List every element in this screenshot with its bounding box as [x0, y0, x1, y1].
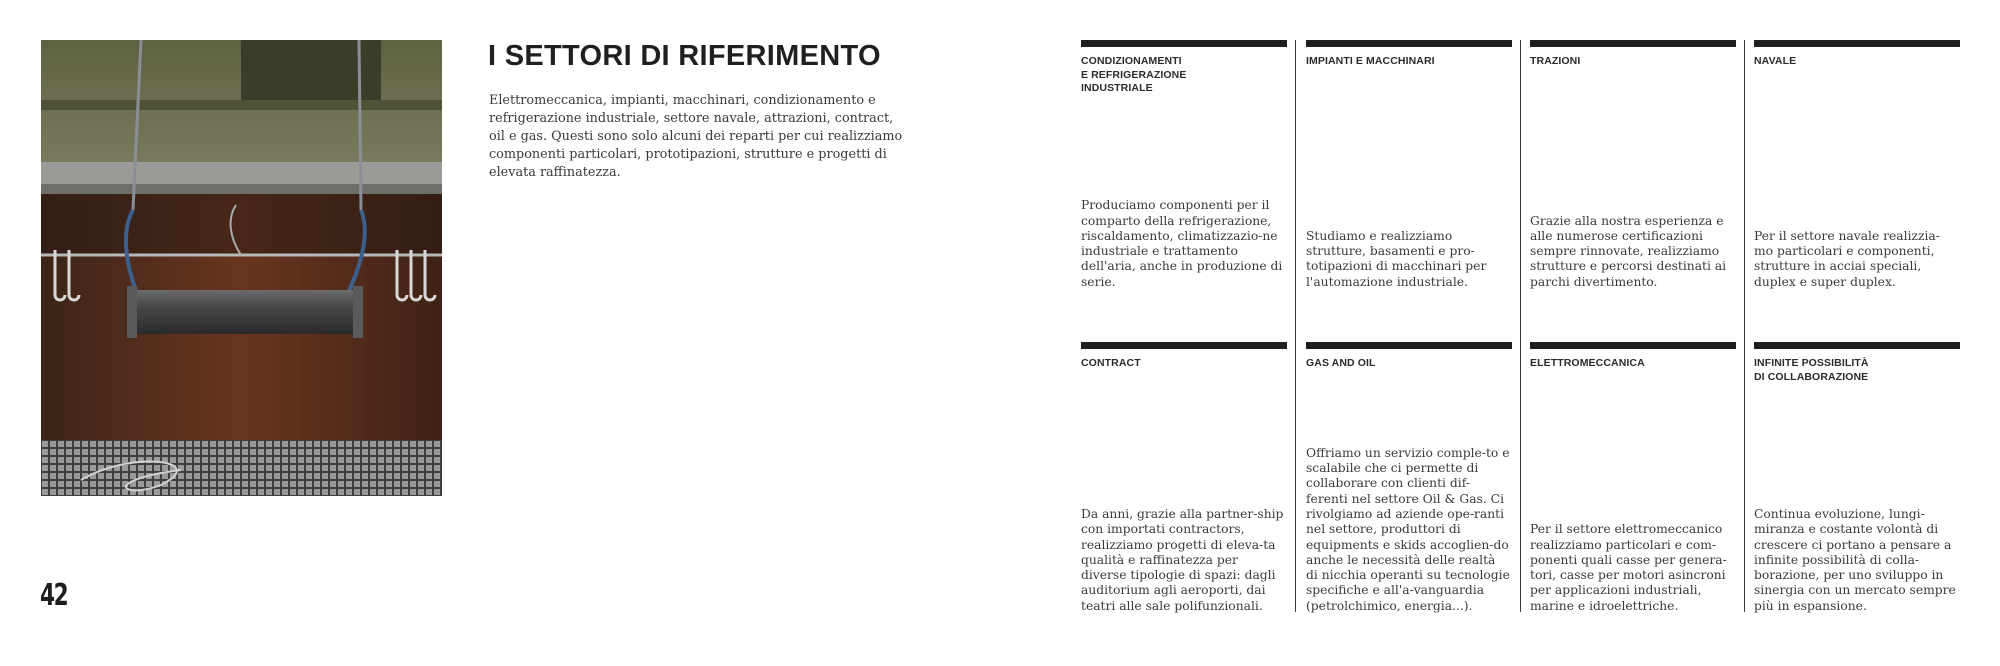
- sector-label: TRAZIONI: [1530, 55, 1581, 67]
- column-divider: [1520, 40, 1521, 612]
- intro-paragraph: Elettromeccanica, impianti, macchinari, condizionamento e refrigerazione industriale, settore navale, attrazioni, contract, oil e gas. Questi sono solo alcuni dei reparti per cui realizziamo componenti particolari, prototipazioni, strutture e progetti di elevata raffinatezza.: [489, 93, 903, 180]
- sector-bar: [1306, 342, 1512, 349]
- sector-navale: [1754, 40, 1960, 290]
- sector-elettromeccanica: [1530, 342, 1736, 614]
- sector-bar: [1081, 342, 1287, 349]
- column-divider: [1744, 40, 1745, 612]
- sector-bar: [1530, 342, 1736, 349]
- column-divider: [1295, 40, 1296, 612]
- photo-illustration: [41, 40, 442, 496]
- sector-condizionamenti: [1081, 40, 1287, 290]
- sector-bar: [1530, 40, 1736, 47]
- sector-infinite-possibilita: [1754, 342, 1960, 614]
- page-number: 42: [40, 578, 68, 613]
- sector-contract: [1081, 342, 1287, 614]
- sector-gas-and-oil: [1306, 342, 1512, 614]
- sector-label: CONDIZIONAMENTI E REFRIGERAZIONE INDUSTRIALE: [1081, 55, 1187, 94]
- sector-description: Da anni, grazie alla partner-ship con importati contractors, realizziamo progetti di eleva-ta qualità e raffinatezza per diverse tipologie di spazi: dagli auditorium agli aeroporti, dai teatri alle sale polifunzionali.: [1081, 506, 1284, 613]
- sector-label: GAS AND OIL: [1306, 357, 1376, 369]
- sector-label: ELETTROMECCANICA: [1530, 357, 1645, 369]
- sector-trazioni: [1530, 40, 1736, 290]
- sector-description: Per il settore elettromeccanico realizziamo particolari e com-ponenti quali casse per genera-tori, casse per motori asincroni per applicazioni industriali, marine e idroelettriche.: [1530, 522, 1727, 613]
- sector-description: Grazie alla nostra esperienza e alle numerose certificazioni sempre rinnovate, realizziamo strutture e percorsi destinati ai parchi divertimento.: [1530, 213, 1727, 289]
- sector-label: CONTRACT: [1081, 357, 1141, 369]
- sector-impianti: [1306, 40, 1512, 290]
- sector-label: IMPIANTI E MACCHINARI: [1306, 55, 1435, 67]
- sector-label: NAVALE: [1754, 55, 1797, 67]
- sector-bar: [1306, 40, 1512, 47]
- sector-description: Continua evoluzione, lungi-miranza e costante volontà di crescere ci portano a pensare a infinite possibilità di colla-borazione, per uno sviluppo in sinergia con un mercato sempre più in espansione.: [1754, 506, 1956, 613]
- sector-description: Produciamo componenti per il comparto della refrigerazione, riscaldamento, climatizzazio-ne industriale e trattamento dell'aria, anche in produzione di serie.: [1081, 198, 1283, 289]
- sector-bar: [1754, 342, 1960, 349]
- sector-bar: [1081, 40, 1287, 47]
- sector-bar: [1754, 40, 1960, 47]
- sector-description: Studiamo e realizziamo strutture, basamenti e pro-totipazioni di macchinari per l'automazione industriale.: [1306, 228, 1487, 289]
- sector-label: INFINITE POSSIBILITÀ DI COLLABORAZIONE: [1754, 357, 1869, 383]
- sector-description: Per il settore navale realizzia-mo particolari e componenti, strutture in acciai speciali, duplex e super duplex.: [1754, 228, 1940, 289]
- sector-description: Offriamo un servizio comple-to e scalabile che ci permette di collaborare con clienti dif-ferenti nel settore Oil & Gas. Ci rivolgiamo ad aziende ope-ranti nel settore, produttori di equipments e skids accoglien-do anche le necessità delle realtà di nicchia operanti su tecnologie specifiche e all'a-vanguardia (petrolchimico, energia...).: [1306, 445, 1510, 613]
- industrial-photo: [41, 40, 442, 496]
- page-title: I SETTORI DI RIFERIMENTO: [488, 40, 881, 72]
